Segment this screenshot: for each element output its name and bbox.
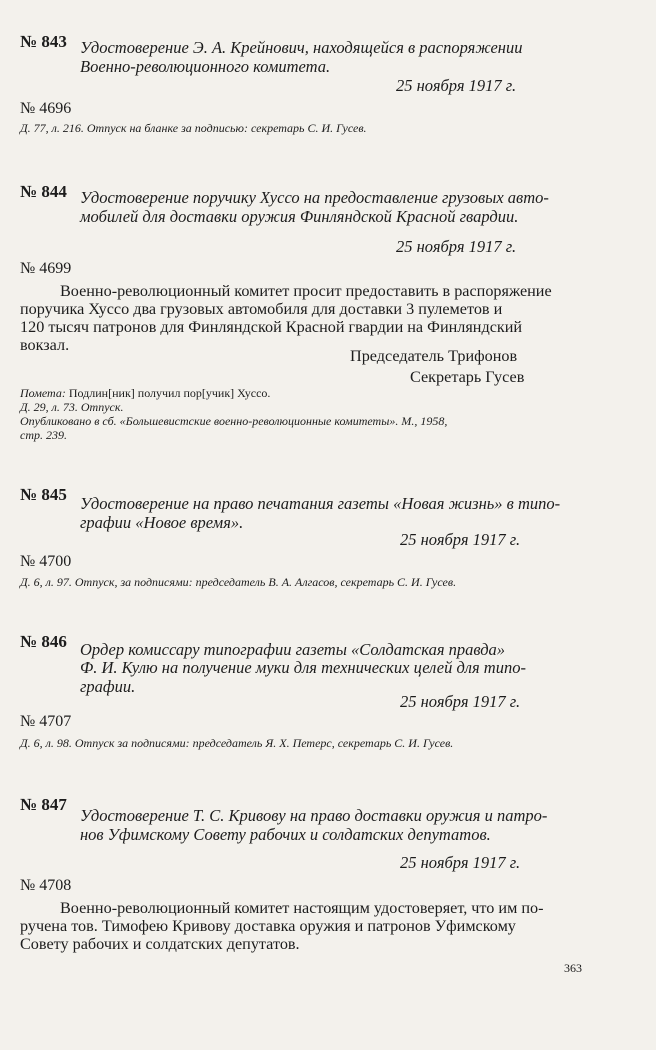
doc-843-note: Д. 77, л. 216. Отпуск на бланке за подписью: секретарь С. И. Гусев. <box>20 121 367 135</box>
doc-843-title-line-1: Удостоверение Э. А. Крейнович, находящейся в распоряжении <box>80 38 523 57</box>
doc-845-number: № 845 <box>20 485 67 504</box>
doc-844-date: 25 ноября 1917 г. <box>396 237 517 256</box>
doc-846-date: 25 ноября 1917 г. <box>400 692 521 711</box>
doc-846-archive-number: № 4707 <box>20 713 72 730</box>
doc-844-body-line-1: Военно-революционный комитет просит предоставить в распоряжение <box>60 282 552 300</box>
doc-844-note-line-2: Д. 29, л. 73. Отпуск. <box>20 400 124 414</box>
pometa-label: Помета: <box>20 386 66 400</box>
doc-844-archive-number: № 4699 <box>20 260 72 277</box>
doc-847-body-line-1: Военно-революционный комитет настоящим удостоверяет, что им по- <box>60 899 544 917</box>
doc-845-archive-number: № 4700 <box>20 553 72 570</box>
doc-845-date: 25 ноября 1917 г. <box>400 530 521 549</box>
doc-847-archive-number: № 4708 <box>20 877 72 894</box>
doc-847-title-line-2: нов Уфимскому Совету рабочих и солдатских депутатов. <box>80 825 491 844</box>
doc-844-body-line-2: поручика Хуссо два грузовых автомобиля для доставки 3 пулеметов и <box>20 300 503 318</box>
doc-844-note-line-3: Опубликовано в сб. «Большевистские военно-революционные комитеты». М., 1958, <box>20 414 448 428</box>
doc-844-title-line-2: мобилей для доставки оружия Финляндской Красной гвардии. <box>80 207 519 226</box>
doc-847-title-line-1: Удостоверение Т. С. Кривову на право доставки оружия и патро- <box>80 806 548 825</box>
doc-846-number: № 846 <box>20 632 67 651</box>
pometa-text: Подлин[ник] получил пор[учик] Хуссо. <box>68 386 271 400</box>
doc-843-title-line-2: Военно-революционного комитета. <box>80 57 331 76</box>
doc-843-archive-number: № 4696 <box>20 100 72 117</box>
doc-843-date: 25 ноября 1917 г. <box>396 76 517 95</box>
doc-847-body-line-3: Совету рабочих и солдатских депутатов. <box>20 935 300 953</box>
doc-844-title-line-1: Удостоверение поручику Хуссо на предоставление грузовых авто- <box>80 188 549 207</box>
doc-843-number: № 843 <box>20 32 67 51</box>
doc-844-note-pometa <box>20 386 270 400</box>
doc-847-body-line-2: ручена тов. Тимофею Кривову доставка оружия и патронов Уфимскому <box>20 917 516 935</box>
page-number: 363 <box>564 961 582 975</box>
doc-844-number: № 844 <box>20 182 67 201</box>
doc-846-title-line-1: Ордер комиссару типографии газеты «Солдатская правда» <box>80 640 506 659</box>
doc-844-signature-chairman: Председатель Трифонов <box>350 347 518 365</box>
doc-846-title-line-2: Ф. И. Кулю на получение муки для технических целей для типо- <box>80 658 526 677</box>
doc-846-note: Д. 6, л. 98. Отпуск за подписями: председатель Я. Х. Петерс, секретарь С. И. Гусев. <box>20 736 454 750</box>
doc-845-note: Д. 6, л. 97. Отпуск, за подписями: председатель В. А. Алгасов, секретарь С. И. Гусев. <box>20 575 457 589</box>
doc-847-number: № 847 <box>20 795 67 814</box>
doc-845-title-line-2: графии «Новое время». <box>80 513 244 532</box>
doc-844-signature-secretary: Секретарь Гусев <box>410 368 525 386</box>
doc-847-date: 25 ноября 1917 г. <box>400 853 521 872</box>
doc-846-title-line-3: графии. <box>80 677 136 696</box>
doc-845-title-line-1: Удостоверение на право печатания газеты «Новая жизнь» в типо- <box>80 494 561 513</box>
doc-844-body-line-4: вокзал. <box>20 336 70 354</box>
doc-844-body-line-3: 120 тысяч патронов для Финляндской Красной гвардии на Финляндский <box>20 318 523 336</box>
doc-844-note-line-4: стр. 239. <box>20 428 67 442</box>
